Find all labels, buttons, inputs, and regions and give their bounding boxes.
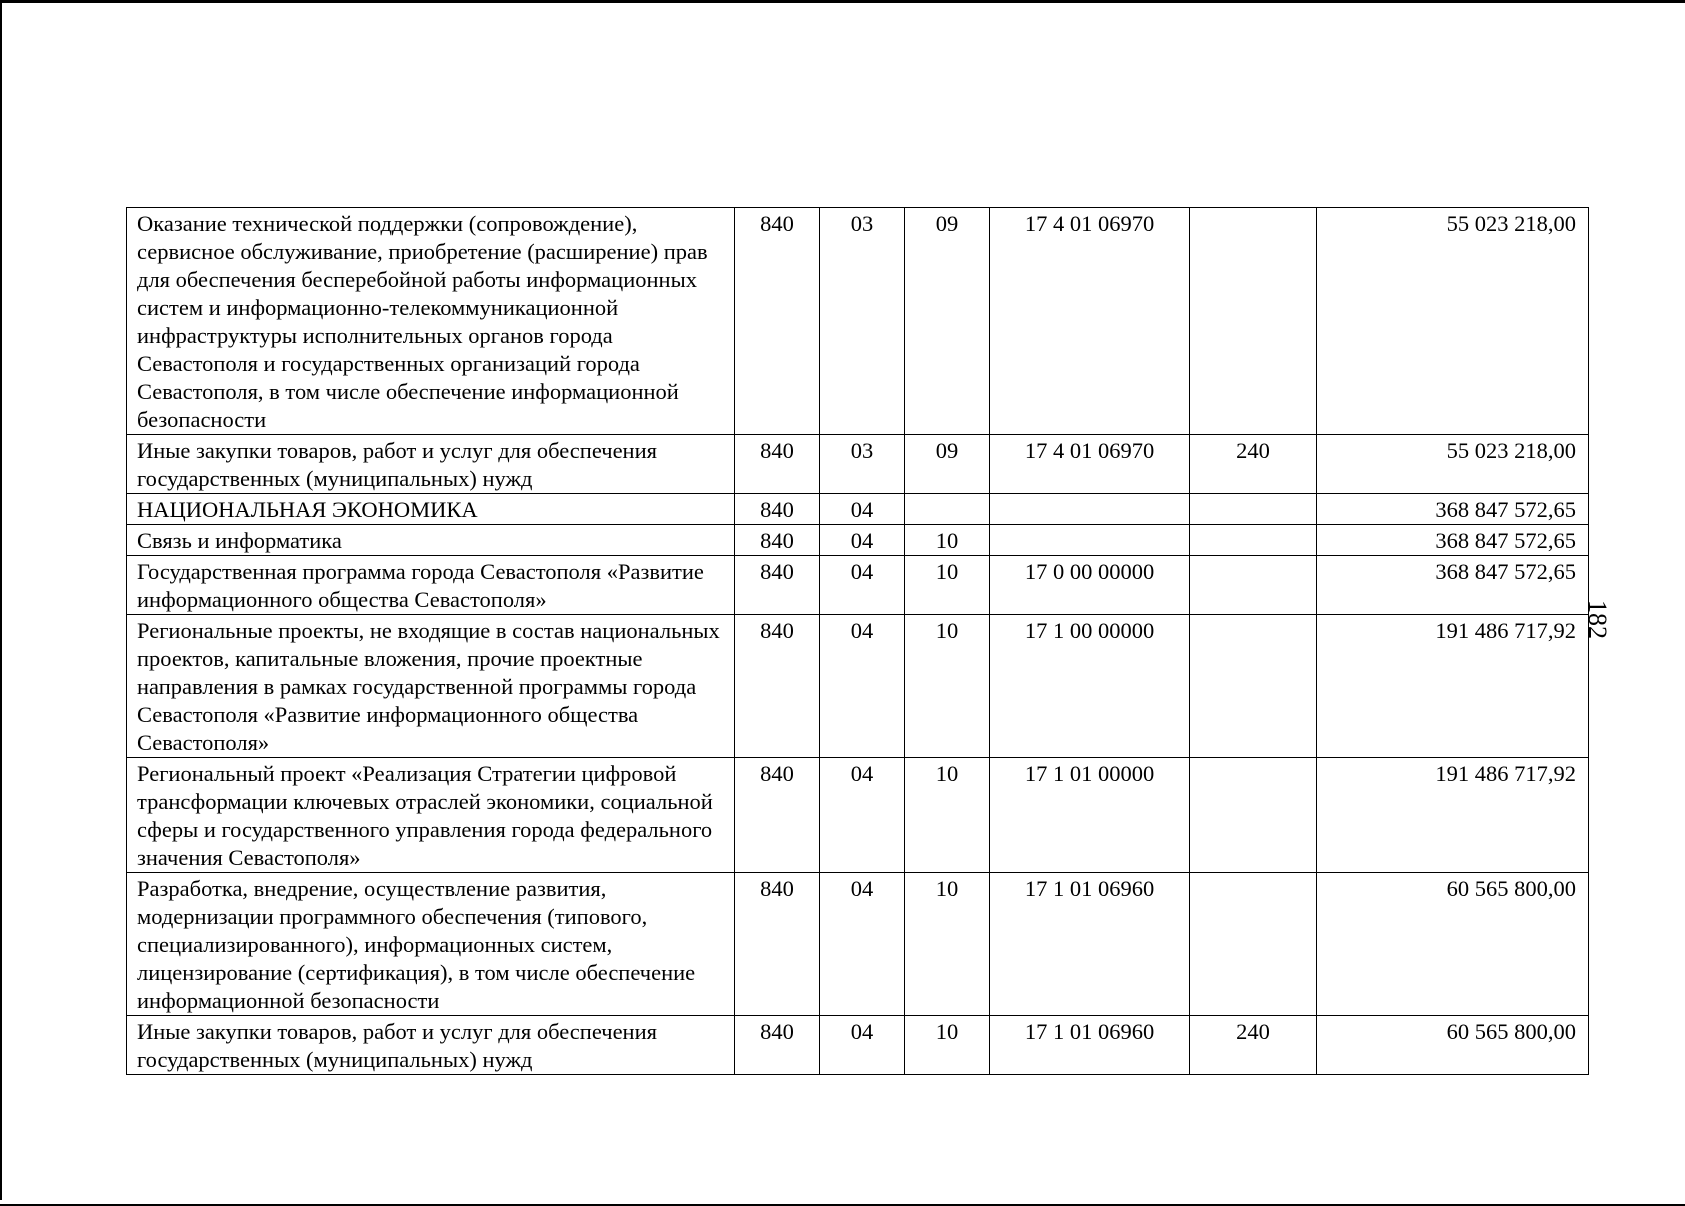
row-amount: 368 847 572,65 <box>1317 494 1589 525</box>
row-subsection-code: 10 <box>905 873 990 1016</box>
row-expense-type <box>1190 208 1317 435</box>
row-subsection-code: 09 <box>905 208 990 435</box>
row-ved-code: 840 <box>735 208 820 435</box>
row-target-article: 17 0 00 00000 <box>990 556 1190 615</box>
budget-table <box>126 207 1589 1075</box>
row-expense-type <box>1190 556 1317 615</box>
row-expense-type <box>1190 873 1317 1016</box>
row-subsection-code: 09 <box>905 435 990 494</box>
row-name: Иные закупки товаров, работ и услуг для обеспечения государственных (муниципальных) нужд <box>127 435 735 494</box>
scan-border-left <box>0 0 2 1200</box>
row-section-code: 04 <box>820 615 905 758</box>
table-row <box>127 435 1589 494</box>
row-subsection-code: 10 <box>905 1016 990 1075</box>
row-amount: 55 023 218,00 <box>1317 208 1589 435</box>
row-section-code: 04 <box>820 525 905 556</box>
row-expense-type <box>1190 525 1317 556</box>
row-name: Разработка, внедрение, осуществление развития, модернизации программного обеспечения (типового, специализированного), информационных систем, лицензирование (сертификация), в том числе обеспечение информационной безопасности <box>127 873 735 1016</box>
row-name: Оказание технической поддержки (сопровождение), сервисное обслуживание, приобретение (расширение) прав для обеспечения бесперебойной работы информационных систем и информационно-телекоммуникационной инфраструктуры исполнительных органов города Севастополя и государственных организаций города Севастополя, в том числе обеспечение информационной безопасности <box>127 208 735 435</box>
row-amount: 60 565 800,00 <box>1317 873 1589 1016</box>
row-section-code: 04 <box>820 873 905 1016</box>
row-subsection-code: 10 <box>905 556 990 615</box>
row-target-article: 17 4 01 06970 <box>990 435 1190 494</box>
table-row <box>127 1016 1589 1075</box>
row-name: Государственная программа города Севастополя «Развитие информационного общества Севастополя» <box>127 556 735 615</box>
row-ved-code: 840 <box>735 494 820 525</box>
row-target-article: 17 1 01 00000 <box>990 758 1190 873</box>
row-expense-type <box>1190 494 1317 525</box>
row-target-article: 17 4 01 06970 <box>990 208 1190 435</box>
row-expense-type: 240 <box>1190 1016 1317 1075</box>
table-row <box>127 615 1589 758</box>
row-name: Иные закупки товаров, работ и услуг для обеспечения государственных (муниципальных) нужд <box>127 1016 735 1075</box>
table-row <box>127 556 1589 615</box>
row-section-code: 04 <box>820 1016 905 1075</box>
table-row <box>127 758 1589 873</box>
row-name: Региональный проект «Реализация Стратегии цифровой трансформации ключевых отраслей экономики, социальной сферы и государственного управления города федерального значения Севастополя» <box>127 758 735 873</box>
row-target-article: 17 1 01 06960 <box>990 873 1190 1016</box>
row-name: Связь и информатика <box>127 525 735 556</box>
row-section-code: 03 <box>820 208 905 435</box>
row-target-article: 17 1 00 00000 <box>990 615 1190 758</box>
row-target-article: 17 1 01 06960 <box>990 1016 1190 1075</box>
row-target-article <box>990 494 1190 525</box>
row-ved-code: 840 <box>735 1016 820 1075</box>
table-row <box>127 494 1589 525</box>
row-expense-type: 240 <box>1190 435 1317 494</box>
row-name: НАЦИОНАЛЬНАЯ ЭКОНОМИКА <box>127 494 735 525</box>
row-section-code: 04 <box>820 494 905 525</box>
row-ved-code: 840 <box>735 525 820 556</box>
row-expense-type <box>1190 615 1317 758</box>
row-subsection-code: 10 <box>905 525 990 556</box>
row-subsection-code <box>905 494 990 525</box>
table-row <box>127 525 1589 556</box>
row-ved-code: 840 <box>735 556 820 615</box>
row-expense-type <box>1190 758 1317 873</box>
row-amount: 191 486 717,92 <box>1317 758 1589 873</box>
table-row <box>127 873 1589 1016</box>
row-subsection-code: 10 <box>905 615 990 758</box>
row-subsection-code: 10 <box>905 758 990 873</box>
row-section-code: 04 <box>820 556 905 615</box>
page-number: 182 <box>1583 600 1612 639</box>
row-amount: 191 486 717,92 <box>1317 615 1589 758</box>
row-section-code: 04 <box>820 758 905 873</box>
row-target-article <box>990 525 1190 556</box>
scan-border-top <box>0 0 1685 3</box>
row-amount: 55 023 218,00 <box>1317 435 1589 494</box>
row-amount: 368 847 572,65 <box>1317 556 1589 615</box>
row-amount: 60 565 800,00 <box>1317 1016 1589 1075</box>
row-section-code: 03 <box>820 435 905 494</box>
table-row <box>127 208 1589 435</box>
row-ved-code: 840 <box>735 435 820 494</box>
row-ved-code: 840 <box>735 758 820 873</box>
row-name: Региональные проекты, не входящие в состав национальных проектов, капитальные вложения, прочие проектные направления в рамках государственной программы города Севастополя «Развитие информационного общества Севастополя» <box>127 615 735 758</box>
row-ved-code: 840 <box>735 615 820 758</box>
row-ved-code: 840 <box>735 873 820 1016</box>
row-amount: 368 847 572,65 <box>1317 525 1589 556</box>
